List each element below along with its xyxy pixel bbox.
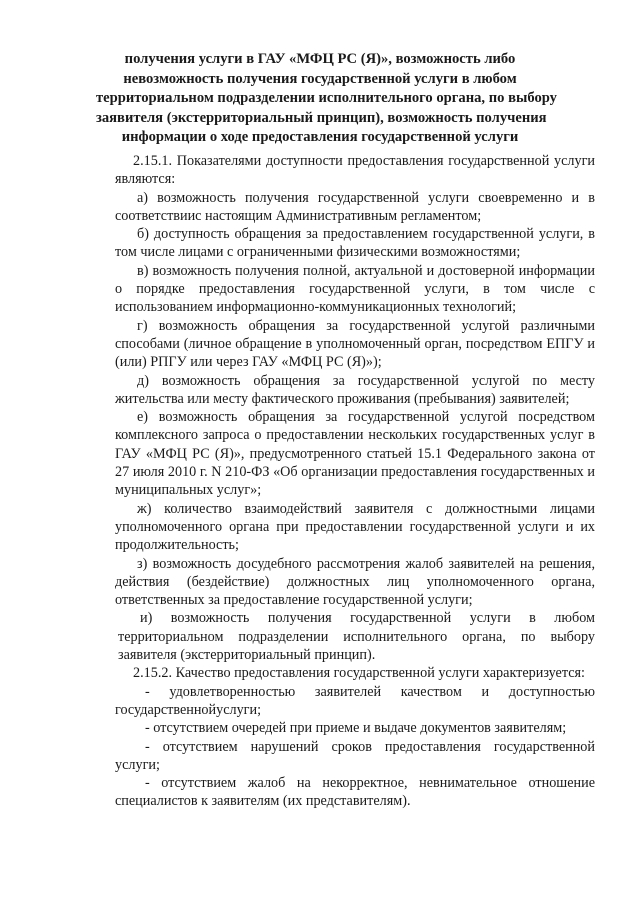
list-item: - отсутствием очередей при приеме и выдаче документов заявителям; [145,720,567,737]
paragraph-item-z: з) возможность досудебного рассмотрения жалоб заявителей на решения, действия (бездействие) должностных лиц уполномоченного органа, ответственных за предоставление государственной услуги; [115,555,595,609]
heading-line: информации о ходе предоставления государственной услуги [121,129,519,145]
list-item: - отсутствием жалоб на некорректное, невнимательное отношение специалистов к заявителям (их представителям). [115,775,595,810]
list-item: - отсутствием нарушений сроков предоставления государственной услуги; [115,738,595,773]
section-heading [96,50,557,148]
heading-line: территориальном подразделении исполнительного органа, по выбору [96,90,557,106]
paragraph-item-i: и) возможность получения государственной услуги в любом территориальном подразделении исполнительного органа, по выбору заявителя (экстерриториальный принцип). [118,610,595,664]
list-item: - удовлетворенностью заявителей качеством и доступностью государственнойуслуги; [115,683,595,718]
paragraph-item-d: д) возможность обращения за государственной услугой по месту жительства или месту фактического проживания (пребывания) заявителей; [115,372,595,407]
heading-line: получения услуги в ГАУ «МФЦ РС (Я)», возможность либо [124,51,516,67]
heading-line: невозможность получения государственной услуги в любом [123,70,517,87]
paragraph-item-a: а) возможность получения государственной услуги своевременно и в соответствиис настоящим Административным регламентом; [115,189,595,224]
paragraph-2-15-2: 2.15.2. Качество предоставления государственной услуги характеризуется: [133,665,585,682]
paragraph-item-b: б) доступность обращения за предоставлением государственной услуги, в том числе лицами с ограниченными физическими возможностями; [115,226,595,261]
heading-line: заявителя (экстерриториальный принцип), возможность получения [96,109,547,126]
paragraph-2-15-1: 2.15.1. Показателями доступности предоставления государственной услуги являются: [115,153,595,188]
paragraph-item-e: е) возможность обращения за государственной услугой посредством комплексного запроса о предоставлении нескольких государственных услуг в ГАУ «МФЦ РС (Я)», предусмотренного статьей 15.1 Федерального закона от 27 июля 2010 г. N 210-ФЗ «Об организации предоставления государственных и муниципальных услуг»; [115,409,595,499]
paragraph-item-g: г) возможность обращения за государственной услугой различными способами (личное обращение в уполномоченный орган, посредством ЕПГУ и (или) РПГУ или через ГАУ «МФЦ РС (Я)»); [115,317,595,371]
paragraph-item-v: в) возможность получения полной, актуальной и достоверной информации о порядке предоставления государственной услуги, в том числе с использованием информационно-коммуникационных технологий; [115,262,595,316]
paragraph-item-zh: ж) количество взаимодействий заявителя с должностными лицами уполномоченного органа при предоставлении государственной услуги и их продолжительность; [115,500,595,554]
document-body [115,152,595,811]
